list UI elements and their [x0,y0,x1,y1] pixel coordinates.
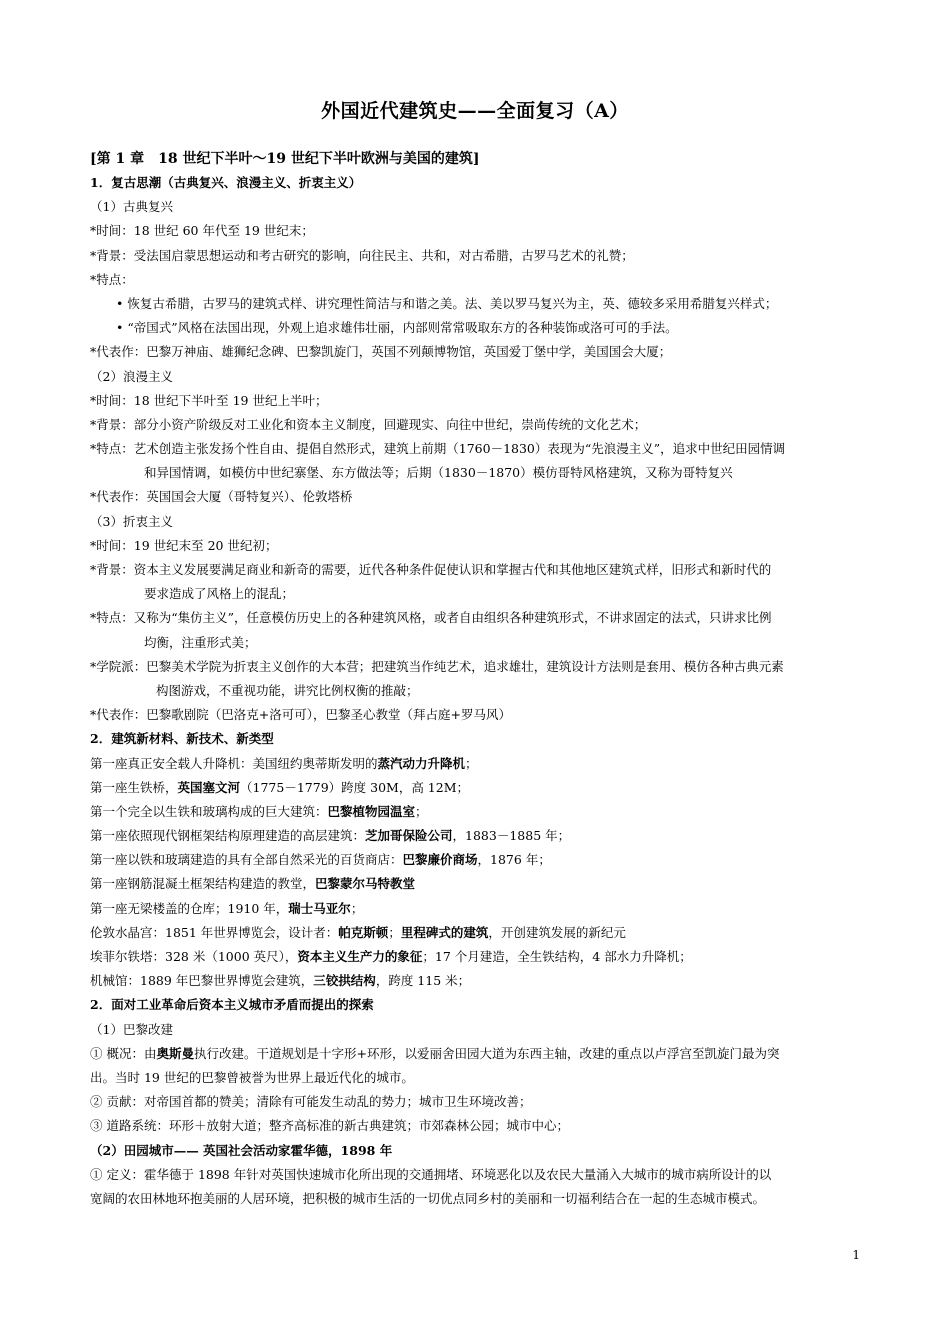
text-span: ，1883－1885 年； [452,828,571,844]
bold-term: 巴黎植物园温室 [327,803,416,819]
bold-term: 巴黎廉价商场 [402,852,478,868]
subsection-title: （1）古典复兴 [90,199,173,215]
text-line: *时间：18 世纪下半叶至 19 世纪上半叶； [90,392,328,408]
text-line [90,850,865,869]
bullet-item: • 恢复古希腊，古罗马的建筑式样、讲究理性简洁与和谐之美。法、美以罗马复兴为主，英、德较多采用希腊复兴样式； [116,295,778,311]
text-span: ① 概况：由 [90,1045,157,1061]
text-line [90,899,865,918]
text-line: *代表作：巴黎歌剧院（巴洛克+洛可可），巴黎圣心教堂（拜占庭+罗马风） [90,707,511,723]
text-span: 第一座无梁楼盖的仓库；1910 年， [90,900,289,916]
section-heading: 2．面对工业革命后资本主义城市矛盾而提出的探索 [90,997,374,1013]
bullet-item: • “帝国式”风格在法国出现，外观上追求雄伟壮丽，内部则常常吸取东方的各种装饰或洛可可的手法。 [116,320,678,336]
text-span: 第一座生铁桥， [90,779,178,795]
document-title: 外国近代建筑史——全面复习（A） [321,100,629,122]
bold-term: 帕克斯顿 [338,924,389,940]
text-line [90,754,865,773]
text-span: 第一座依照现代钢框架结构原理建造的高层建筑： [90,828,366,844]
subsection-title: （2）田园城市—— 英国社会活动家霍华德，1898 年 [90,1142,393,1158]
text-line: *特点： [90,271,134,287]
bold-term: 巴黎蒙尔马特教堂 [315,876,416,892]
text-line [90,778,865,797]
text-span: 执行改建。干道规划是十字形+环形，以爱丽舍田园大道为东西主轴，改建的重点以卢浮宫至凯旋门最为突 [194,1045,780,1061]
text-span: ，1876 年； [477,852,551,868]
text-span: 第一座真正安全载人升降机：美国纽约奥蒂斯发明的 [90,755,378,771]
text-span: 第一座以铁和玻璃建造的具有全部自然采光的百货商店： [90,852,403,868]
bold-term: 瑞士马亚尔 [288,900,351,916]
text-line: *背景：部分小资产阶级反对工业化和资本主义制度，回避现实、向往中世纪，崇尚传统的文化艺术； [90,416,647,432]
text-line: *特点：又称为“集仿主义”，任意模仿历史上的各种建筑风格，或者自由组织各种建筑形式，不讲求固定的法式，只讲求比例 [90,610,772,626]
text-span: ，跨度 115 米； [375,973,471,989]
document-body [90,148,865,1213]
page-number: 1 [852,1248,860,1262]
text-span: ； [350,900,364,916]
text-line: *背景：资本主义发展要满足商业和新奇的需要，近代各种条件促使认识和掌握古代和其他地区建筑式样，旧形式和新时代的 [90,562,772,577]
subsection-title: （1）巴黎改建 [90,1021,173,1037]
text-line: *代表作：巴黎万神庙、雄狮纪念碑、巴黎凯旋门，英国不列颠博物馆，英国爱丁堡中学，美国国会大厦； [90,344,672,360]
text-span: 第一座钢筋混凝土框架结构建造的教堂， [90,876,316,892]
bold-term: 里程碑式的建筑 [400,924,489,940]
section-heading: 1．复古思潮（古典复兴、浪漫主义、折衷主义） [90,175,362,190]
text-line: ① 定义：霍华德于 1898 年针对英国快速城市化所出现的交通拥堵、环境恶化以及农民大量涌入大城市的城市病所设计的以 [90,1166,772,1182]
bold-term: 蒸汽动力升降机 [377,755,466,771]
text-span: ； [415,803,428,819]
subsection-title: （2）浪漫主义 [90,368,173,384]
text-line: ② 贡献：对帝国首都的赞美；清除有可能发生动乱的势力；城市卫生环境改善； [90,1094,532,1110]
bold-term: 奥斯曼 [156,1045,194,1061]
chapter-heading: [第 1 章 18 世纪下半叶～19 世纪下半叶欧洲与美国的建筑] [90,151,480,167]
text-span: ，开创建筑发展的新纪元 [488,924,626,940]
text-line: ③ 道路系统：环形＋放射大道；整齐高标准的新古典建筑；市郊森林公园；城市中心； [90,1118,569,1134]
text-line: *特点：艺术创造主张发扬个性自由、提倡自然形式，建筑上前期（1760－1830）表现为“先浪漫主义”，追求中世纪田园情调 [90,441,786,457]
bold-term: 三铰拱结构 [313,973,376,989]
text-span: 埃菲尔铁塔：328 米（1000 英尺）， [90,949,298,964]
text-span: 机械馆：1889 年巴黎世界博览会建筑， [90,973,314,989]
text-line [90,874,865,893]
text-line: *时间：18 世纪 60 年代至 19 世纪末； [90,223,314,239]
text-line: 要求造成了风格上的混乱； [144,586,295,602]
text-span: ； [388,924,401,940]
bold-term: 资本主义生产力的象征 [297,949,423,964]
text-line [90,802,865,821]
text-span: ； [465,755,478,771]
text-line: 和异国情调，如模仿中世纪寨堡、东方做法等；后期（1830－1870）模仿哥特风格建筑，又称为哥特复兴 [144,465,733,481]
text-line: *代表作：英国国会大厦（哥特复兴）、伦敦塔桥 [90,489,353,505]
text-line: *背景：受法国启蒙思想运动和考古研究的影响，向往民主、共和，对古希腊，古罗马艺术的礼赞； [90,247,634,263]
text-line: 均衡，注重形式美； [144,634,257,650]
text-line [90,947,865,966]
text-span: 第一个完全以生铁和玻璃构成的巨大建筑： [90,803,328,819]
bold-term: 芝加哥保险公司 [365,828,453,844]
text-line [90,1044,865,1063]
bold-term: 英国塞文河 [177,779,241,795]
text-line: 宽阔的农田林地环抱美丽的人居环境，把积极的城市生活的一切优点同乡村的美丽和一切福利结合在一起的生态城市模式。 [90,1190,766,1206]
section-heading: 2．建筑新材料、新技术、新类型 [90,731,274,747]
text-span: 伦敦水晶宫：1851 年世界博览会，设计者： [90,924,339,940]
text-line [90,971,865,990]
text-span: （1775－1779）跨度 30M，高 12M； [240,779,470,795]
text-line [90,923,865,942]
subsection-title: （3）折衷主义 [90,513,173,529]
text-span: ；17 个月建造，全生铁结构，4 部水力升降机； [422,949,692,964]
text-line: 构图游戏，不重视功能，讲究比例权衡的推敲； [156,682,419,698]
text-line: 出。当时 19 世纪的巴黎曾被誉为世界上最近代化的城市。 [90,1069,414,1085]
text-line [90,826,865,845]
text-line: *时间：19 世纪末至 20 世纪初； [90,537,278,553]
text-line: *学院派：巴黎美术学院为折衷主义创作的大本营；把建筑当作纯艺术，追求雄壮，建筑设计方法则是套用、模仿各种古典元素 [90,658,784,674]
